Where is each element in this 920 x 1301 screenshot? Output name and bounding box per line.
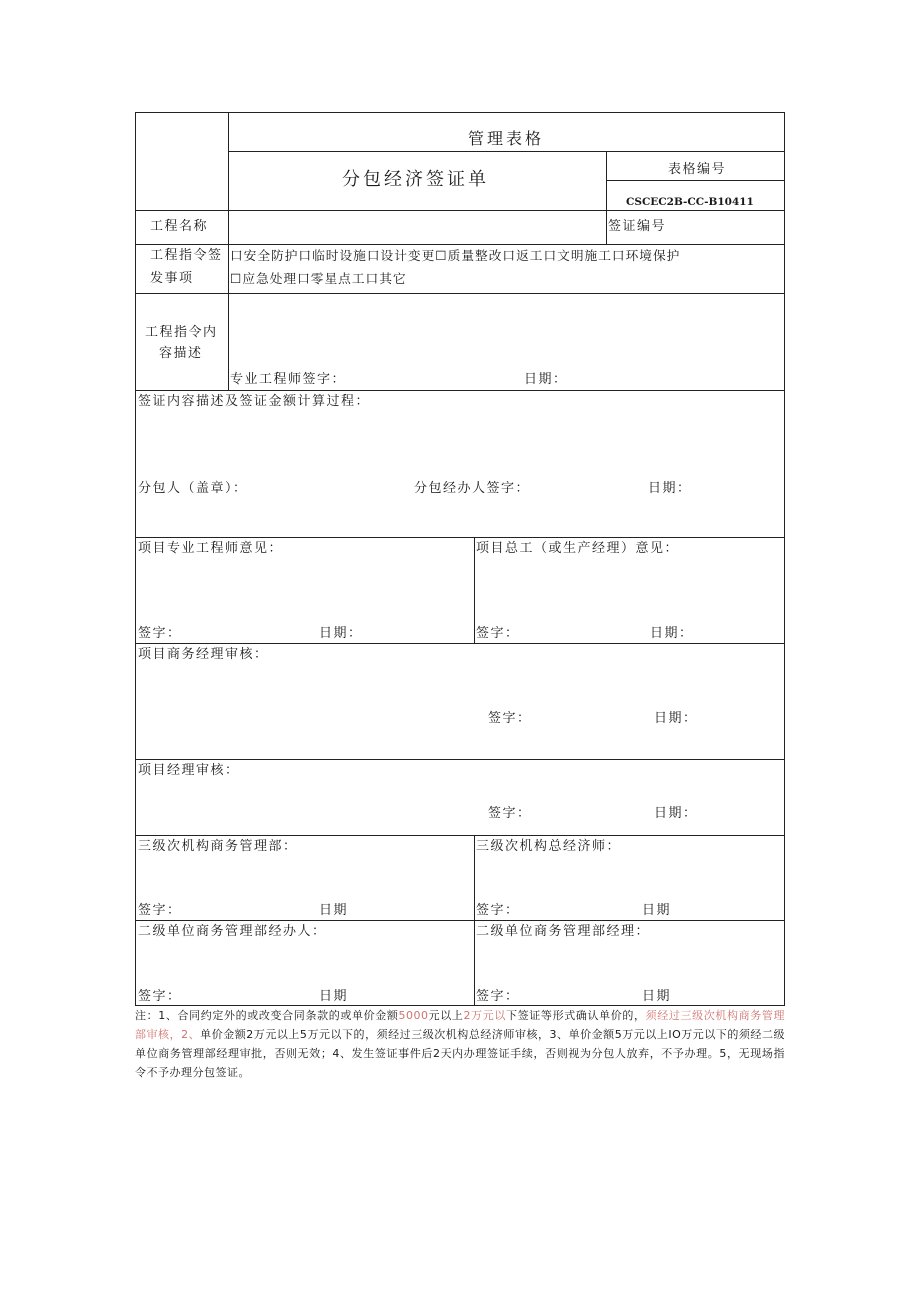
date-label: 日期： <box>654 711 698 726</box>
footnote-text: 元以上 <box>428 1009 464 1022</box>
grid-line <box>136 537 785 538</box>
footnote-text: 注：1、合同约定外的或改变合同条款的或单价金额 <box>135 1009 399 1022</box>
business-review-title: 项目商务经理审核： <box>138 647 269 662</box>
chief-opinion-title: 项目总工（或生产经理）意见： <box>476 541 680 556</box>
grid-line <box>474 835 475 1006</box>
visa-number-label: 签证编号 <box>608 219 667 234</box>
grid-line <box>228 151 785 152</box>
sign-label: 签字： <box>138 626 182 641</box>
date-label: 日期 <box>642 903 672 918</box>
sign-label: 签字： <box>138 989 182 1004</box>
form-category: 管理表格 <box>468 129 545 148</box>
footnote-highlight: 须经过三级次机构商务管理部审核，2、 <box>135 1009 786 1041</box>
sign-label: 签字： <box>138 903 182 918</box>
grid-line <box>136 244 785 245</box>
description-label: 容描述 <box>159 346 203 361</box>
form-title: 分包经济签证单 <box>342 169 489 190</box>
engineer-sign-label: 专业工程师签字： <box>230 372 347 387</box>
level3-economist-title: 三级次机构总经济师： <box>476 839 622 854</box>
footnote-text: 下签证等形式确认单价的， <box>506 1009 646 1022</box>
instruction-options[interactable]: 口安全防护口临时设施口设计变更☐质量整改口返工口文明施工口环境保护 <box>230 248 681 263</box>
engineer-opinion-title: 项目专业工程师意见： <box>138 541 284 556</box>
date-label: 日期 <box>319 903 349 918</box>
manager-review-title: 项目经理审核： <box>138 763 240 778</box>
instruction-label: 工程指令签 <box>150 248 223 263</box>
sign-label: 签字： <box>488 806 532 821</box>
footnote <box>135 1006 785 1082</box>
date-label: 日期： <box>319 626 363 641</box>
handler-sign-label: 分包经办人签字： <box>414 481 531 496</box>
sign-label: 签字： <box>476 989 520 1004</box>
grid-line <box>136 759 785 760</box>
instruction-options[interactable]: ☐应急处理口零星点工口其它 <box>230 271 407 286</box>
footnote-highlight: 2万元以 <box>463 1009 507 1022</box>
date-label: 日期： <box>650 626 694 641</box>
form-number-label: 表格编号 <box>668 162 727 177</box>
grid-line <box>606 151 607 244</box>
level3-business-title: 三级次机构商务管理部： <box>138 839 298 854</box>
grid-line <box>136 920 785 921</box>
grid-line <box>136 210 785 211</box>
date-label: 日期 <box>642 989 672 1004</box>
date-label: 日期： <box>648 481 692 496</box>
instruction-label: 发事项 <box>150 271 194 286</box>
subcontractor-seal-label: 分包人（盖章）： <box>138 481 248 496</box>
grid-line <box>136 835 785 836</box>
date-label: 日期： <box>524 372 568 387</box>
grid-line <box>606 180 785 181</box>
grid-line <box>228 113 229 390</box>
grid-line <box>136 390 785 391</box>
sign-label: 签字： <box>476 626 520 641</box>
grid-line <box>136 293 785 294</box>
visa-content-title: 签证内容描述及签证金额计算过程： <box>138 394 371 409</box>
grid-line <box>474 537 475 643</box>
grid-line <box>136 643 785 644</box>
level2-manager-title: 二级单位商务管理部经理： <box>476 924 651 939</box>
footnote-text: 单价金额2万元以上5万元以下的，须经过三级次机构总经济师审核，3、单价金额5万元以上IO万元以下的须经二级单位商务管理部经理审批，否则无效；4、发生签证事件后2天内办理签证手续，否则视为分包人放弃，不予办理。5，无现场指令不予办理分包签证。 <box>135 1028 785 1079</box>
form-code: CSCEC2B-CC-B10411 <box>626 196 754 208</box>
footnote-highlight: 5000 <box>398 1009 429 1022</box>
sign-label: 签字： <box>476 903 520 918</box>
level2-handler-title: 二级单位商务管理部经办人： <box>138 924 327 939</box>
date-label: 日期： <box>654 806 698 821</box>
project-name-label: 工程名称 <box>150 219 209 234</box>
date-label: 日期 <box>319 989 349 1004</box>
sign-label: 签字： <box>488 711 532 726</box>
visa-form <box>135 112 785 1006</box>
description-label: 工程指令内 <box>145 325 218 340</box>
